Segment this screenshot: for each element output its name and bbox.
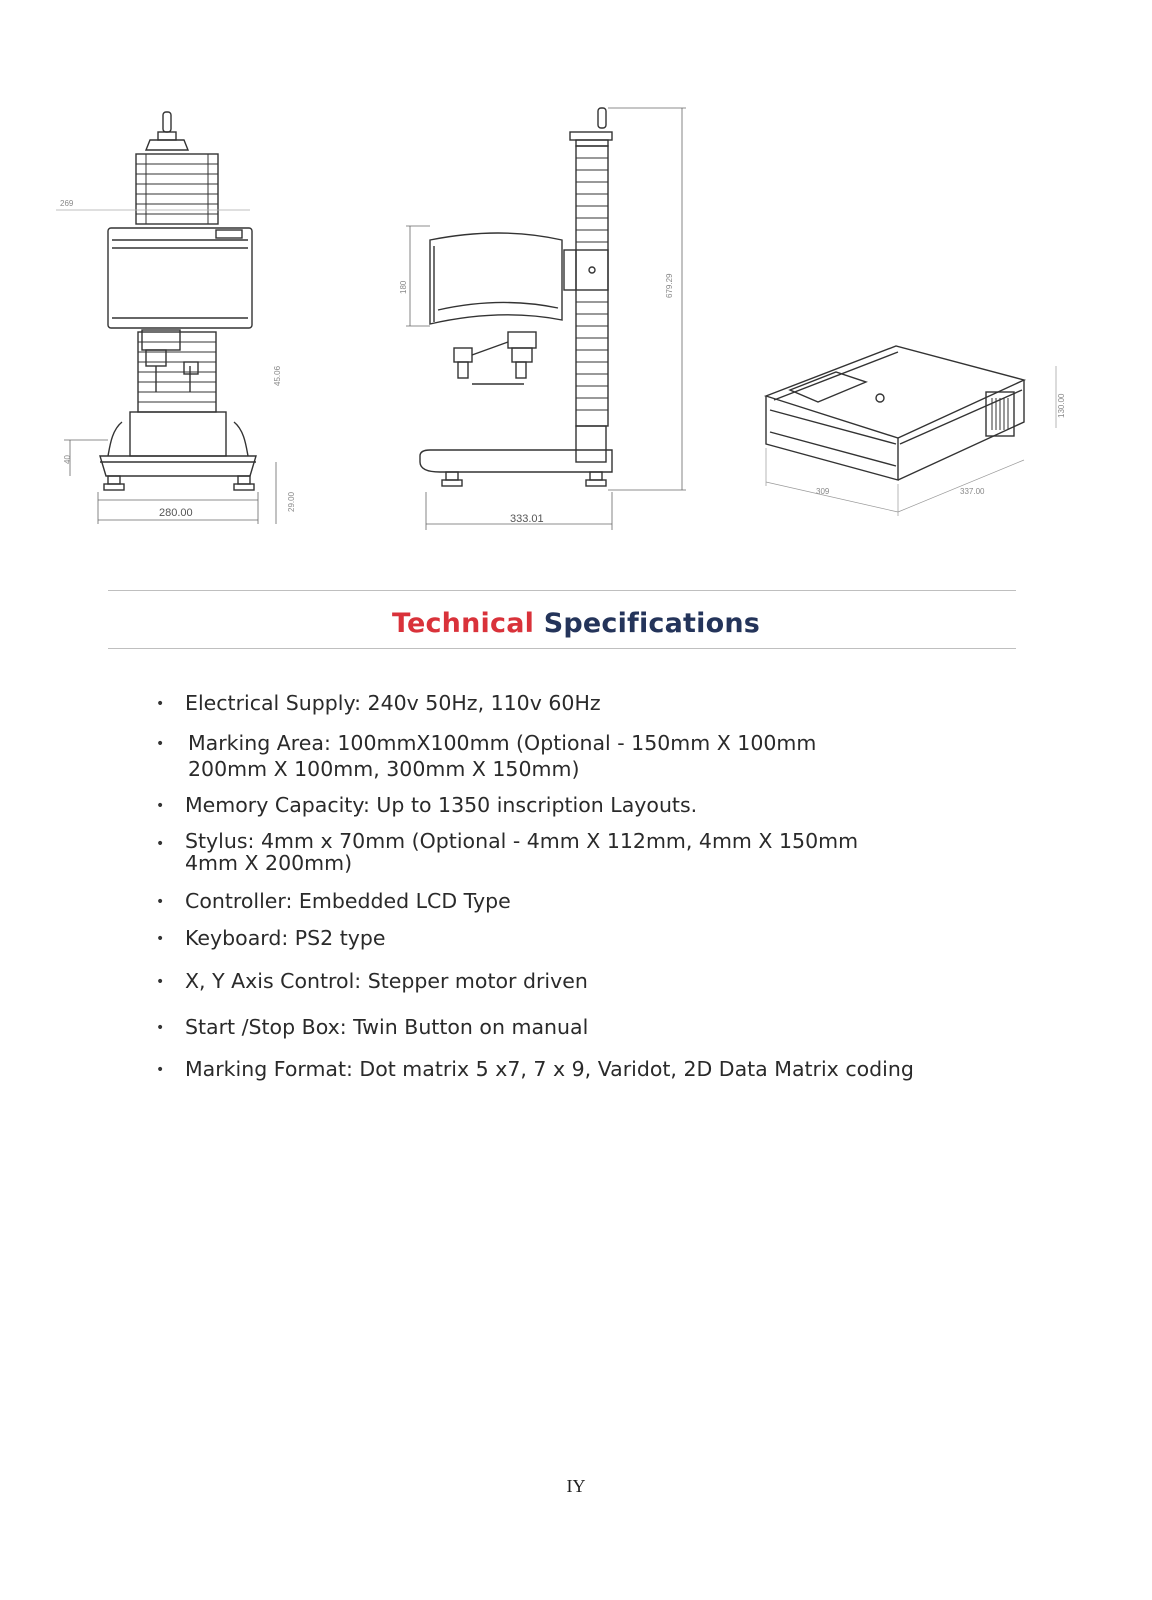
front-base-dim: 40 — [63, 455, 72, 464]
page-number: IY — [566, 1476, 586, 1496]
controller-iso-svg — [760, 340, 1070, 530]
title-part-technical: Technical — [391, 608, 535, 639]
title-part-specifications: Specifications — [543, 608, 761, 639]
iso-dim-a: 309 — [816, 487, 830, 496]
controller-iso-drawing — [760, 340, 1070, 530]
bullet-icon: • — [156, 836, 165, 852]
bullet-icon: • — [156, 798, 165, 814]
front-side-dim: 29.00 — [287, 491, 296, 512]
side-head-dim: 180 — [399, 280, 408, 294]
bullet-icon: • — [156, 894, 165, 910]
side-height-dim: 679.29 — [665, 273, 674, 298]
front-height-dim: 269 — [60, 199, 74, 208]
divider-top — [108, 590, 1016, 591]
bullet-icon: • — [156, 1062, 165, 1078]
front-view-drawing — [50, 100, 300, 540]
front-small-dim: 45.06 — [273, 365, 282, 386]
bullet-icon: • — [156, 1020, 165, 1036]
bullet-icon: • — [156, 931, 165, 947]
bullet-icon: • — [156, 696, 165, 712]
side-view-svg — [390, 100, 700, 540]
bullet-icon: • — [156, 736, 165, 752]
front-view-svg — [50, 100, 300, 540]
bullet-icon: • — [156, 974, 165, 990]
divider-bottom — [108, 648, 1016, 649]
side-width-dim: 333.01 — [510, 513, 544, 525]
front-width-dim: 280.00 — [159, 507, 193, 519]
section-title — [0, 608, 1152, 639]
side-view-drawing — [390, 100, 700, 540]
iso-dim-b: 337.00 — [960, 487, 985, 496]
iso-dim-c: 130.00 — [1057, 393, 1066, 418]
